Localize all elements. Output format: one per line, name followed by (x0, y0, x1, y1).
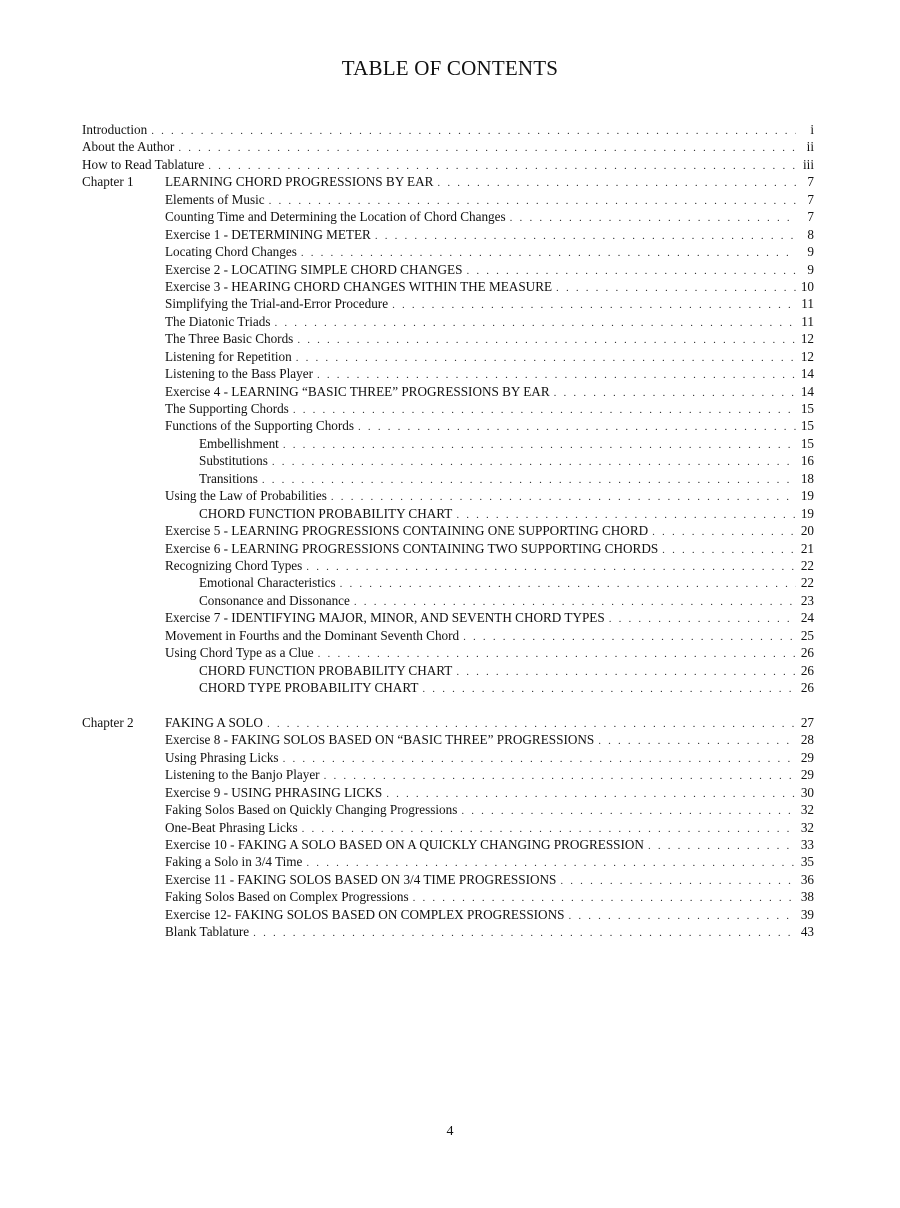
toc-entry (82, 243, 814, 260)
toc-leader-dots (296, 350, 796, 367)
toc-entry-title: Embellishment (199, 435, 279, 451)
toc-entry (82, 505, 814, 522)
toc-leader-dots (598, 733, 796, 750)
toc-page-number: 12 (800, 348, 814, 364)
toc-entry-title: Blank Tablature (165, 924, 250, 940)
toc-leader-dots (253, 925, 796, 942)
toc-entry-title: Exercise 9 - USING PHRASING LICKS (165, 784, 383, 800)
toc-entry-title: Counting Time and Determining the Location of Chord Changes (165, 209, 506, 225)
toc-entry-title: Listening to the Bass Player (165, 366, 313, 382)
toc-entry (82, 766, 814, 783)
toc-entry (82, 278, 814, 295)
toc-entry (82, 609, 814, 626)
toc-leader-dots (556, 280, 796, 297)
toc-page-number: 11 (801, 313, 814, 329)
toc-entry-title: Exercise 1 - DETERMINING METER (165, 226, 371, 242)
toc-entry (82, 383, 814, 400)
toc-entry-title: Listening to the Banjo Player (165, 767, 320, 783)
toc-page-number: 43 (800, 924, 814, 940)
toc-entry (82, 644, 814, 661)
toc-entry (82, 452, 814, 469)
toc-leader-dots (648, 838, 796, 855)
toc-entry (82, 365, 814, 382)
toc-entry-title: Exercise 11 - FAKING SOLOS BASED ON 3/4 TIME PROGRESSIONS (165, 871, 557, 887)
toc-entry-title: Exercise 6 - LEARNING PROGRESSIONS CONTAINING TWO SUPPORTING CHORDS (165, 540, 659, 556)
toc-page-number: 32 (800, 819, 814, 835)
toc-entry-title: Emotional Characteristics (199, 575, 336, 591)
toc-page-number: 7 (807, 174, 814, 190)
toc-page-number: 29 (800, 767, 814, 783)
toc-page-number: 25 (800, 627, 814, 643)
toc-entry-title: Exercise 8 - FAKING SOLOS BASED ON “BASIC THREE” PROGRESSIONS (165, 732, 595, 748)
toc-entry (82, 417, 814, 434)
toc-entry (82, 871, 814, 888)
toc-page-number: 21 (800, 540, 814, 556)
toc-leader-dots (609, 611, 796, 628)
toc-entry-title: One-Beat Phrasing Licks (165, 819, 298, 835)
toc-leader-dots (662, 542, 796, 559)
toc-entry (82, 662, 814, 679)
toc-page-number: 15 (800, 401, 814, 416)
toc-page-number: 16 (800, 453, 814, 469)
toc-entry (82, 522, 814, 539)
toc-entry (82, 208, 814, 225)
toc-entry-title: The Three Basic Chords (165, 331, 294, 347)
toc-leader-dots (178, 140, 796, 157)
toc-entry-title: Faking Solos Based on Complex Progressions (165, 889, 409, 905)
toc-page-number: 29 (800, 749, 814, 765)
toc-entry-title: The Diatonic Triads (165, 313, 271, 329)
toc-page-number: 12 (800, 331, 814, 347)
page-title: TABLE OF CONTENTS (341, 56, 559, 80)
toc-entry-title: Elements of Music (165, 191, 265, 207)
toc-leader-dots (324, 768, 796, 785)
toc-entry (82, 836, 814, 853)
toc-entry-title: Transitions (199, 470, 258, 486)
toc-entry-title: About the Author (82, 139, 175, 155)
toc-entry (82, 731, 814, 748)
toc-entry-title: Using Phrasing Licks (165, 749, 279, 765)
toc-entry (82, 191, 814, 208)
toc-chapter-label: Chapter 2 (82, 714, 134, 730)
toc-page-number: 7 (807, 209, 814, 225)
toc-entry-title: Exercise 2 - LOCATING SIMPLE CHORD CHANGES (165, 261, 463, 277)
toc-page-number: 33 (800, 836, 814, 852)
toc-leader-dots (275, 315, 797, 332)
toc-entry (82, 853, 814, 870)
toc-entry-title: Exercise 5 - LEARNING PROGRESSIONS CONTAINING ONE SUPPORTING CHORD (165, 523, 649, 539)
toc-entry (82, 295, 814, 312)
toc-entry (82, 714, 814, 731)
toc-entry-title: Movement in Fourths and the Dominant Seventh Chord (165, 627, 460, 643)
toc-leader-dots (262, 472, 796, 489)
toc-entry (82, 888, 814, 905)
toc-entry-title: Introduction (82, 122, 148, 137)
page-number: 4 (446, 1124, 454, 1139)
toc-entry (82, 557, 814, 574)
toc-entry-title: Recognizing Chord Types (165, 557, 303, 573)
toc-entry-title: Locating Chord Changes (165, 244, 297, 260)
toc-entry (82, 313, 814, 330)
toc-page-number: 22 (800, 575, 814, 591)
toc-entry (82, 540, 814, 557)
toc-entry-title: FAKING A SOLO (165, 714, 263, 730)
toc-entry (82, 592, 814, 609)
toc-page-number: 15 (800, 435, 814, 451)
toc-leader-dots (652, 524, 796, 541)
toc-page-number: 14 (800, 383, 814, 399)
toc-page-number: ii (806, 139, 814, 155)
toc-entry (82, 348, 814, 365)
toc-entry (82, 470, 814, 487)
toc-entry (82, 400, 814, 417)
toc-page-number: 15 (800, 418, 814, 434)
toc-page-number: 28 (800, 732, 814, 748)
toc-entry (82, 173, 814, 190)
table-of-contents (82, 121, 814, 941)
toc-page-number: 27 (800, 714, 814, 730)
toc-entry-title: How to Read Tablature (82, 156, 205, 172)
toc-chapter-label: Chapter 1 (82, 174, 134, 190)
toc-entry (82, 819, 814, 836)
toc-leader-dots (510, 210, 796, 227)
toc-page-number: 19 (800, 488, 814, 504)
toc-entry-title: Exercise 7 - IDENTIFYING MAJOR, MINOR, AND SEVENTH CHORD TYPES (165, 610, 605, 626)
toc-entry-title: Consonance and Dissonance (199, 592, 350, 608)
toc-entry (82, 784, 814, 801)
toc-entry-title: Faking a Solo in 3/4 Time (165, 854, 303, 870)
toc-leader-dots (461, 803, 796, 820)
toc-page-number: 10 (800, 278, 814, 294)
toc-entry-title: Using the Law of Probabilities (165, 488, 327, 504)
toc-entry (82, 156, 814, 173)
toc-leader-dots (463, 629, 796, 646)
toc-page-number: 30 (800, 784, 814, 800)
toc-page-number: 7 (807, 191, 814, 207)
toc-entry (82, 749, 814, 766)
toc-entry-title: CHORD FUNCTION PROBABILITY CHART (199, 662, 453, 678)
toc-page-number: i (810, 122, 814, 137)
toc-entry-title: Functions of the Supporting Chords (165, 418, 355, 434)
toc-leader-dots (283, 751, 796, 768)
toc-leader-dots (340, 576, 796, 593)
toc-entry (82, 801, 814, 818)
toc-page-number: 26 (800, 680, 814, 695)
toc-page-number: 14 (800, 366, 814, 382)
toc-entry-title: The Supporting Chords (165, 401, 289, 416)
toc-leader-dots (568, 908, 796, 925)
toc-leader-dots (283, 437, 796, 454)
toc-page-number: 23 (800, 592, 814, 608)
toc-leader-dots (392, 297, 796, 314)
toc-page-number: 18 (800, 470, 814, 486)
toc-entry (82, 574, 814, 591)
toc-leader-dots (554, 385, 796, 402)
toc-leader-dots (422, 681, 796, 698)
toc-leader-dots (297, 332, 796, 349)
toc-page-number: 22 (800, 557, 814, 573)
toc-page-number: 24 (800, 610, 814, 626)
toc-leader-dots (358, 419, 796, 436)
toc-leader-dots (306, 559, 796, 576)
toc-leader-dots (456, 664, 796, 681)
toc-entry-title: CHORD TYPE PROBABILITY CHART (199, 680, 419, 695)
toc-leader-dots (293, 402, 796, 419)
toc-entry-title: LEARNING CHORD PROGRESSIONS BY EAR (165, 174, 434, 190)
toc-page-number: iii (803, 156, 814, 172)
toc-entry (82, 261, 814, 278)
toc-leader-dots (272, 454, 796, 471)
toc-entry-title: Exercise 12- FAKING SOLOS BASED ON COMPLEX PROGRESSIONS (165, 906, 565, 922)
toc-entry (82, 679, 814, 696)
toc-entry-title: Exercise 4 - LEARNING “BASIC THREE” PROGRESSIONS BY EAR (165, 383, 550, 399)
toc-leader-dots (437, 175, 796, 192)
toc-page-number: 26 (800, 645, 814, 661)
toc-entry (82, 121, 814, 138)
toc-entry-title: CHORD FUNCTION PROBABILITY CHART (199, 505, 453, 521)
toc-entry (82, 226, 814, 243)
toc-entry-title: Simplifying the Trial-and-Error Procedure (165, 296, 389, 312)
toc-entry (82, 487, 814, 504)
toc-entry (82, 627, 814, 644)
toc-leader-dots (560, 873, 796, 890)
toc-entry-title: Faking Solos Based on Quickly Changing Progressions (165, 802, 458, 818)
toc-leader-dots (151, 123, 796, 140)
toc-page-number: 35 (800, 854, 814, 870)
toc-entry-title: Listening for Repetition (165, 348, 292, 364)
toc-page-number: 26 (800, 662, 814, 678)
toc-page-number: 32 (800, 802, 814, 818)
toc-page-number: 11 (801, 296, 814, 312)
toc-entry (82, 435, 814, 452)
toc-entry-title: Using Chord Type as a Clue (165, 645, 314, 661)
toc-page-number: 9 (807, 261, 814, 277)
toc-page-number: 9 (807, 244, 814, 260)
toc-page-number: 8 (807, 226, 814, 242)
toc-page-number: 36 (800, 871, 814, 887)
toc-leader-dots (375, 228, 796, 245)
toc-entry (82, 923, 814, 940)
toc-page-number: 38 (800, 889, 814, 905)
toc-page-number: 39 (800, 906, 814, 922)
toc-entry (82, 138, 814, 155)
toc-entry-title: Exercise 3 - HEARING CHORD CHANGES WITHIN THE MEASURE (165, 278, 553, 294)
toc-page-number: 20 (800, 523, 814, 539)
toc-entry-title: Exercise 10 - FAKING A SOLO BASED ON A QUICKLY CHANGING PROGRESSION (165, 836, 644, 852)
toc-entry (82, 906, 814, 923)
toc-entry (82, 330, 814, 347)
toc-entry-title: Substitutions (199, 453, 268, 469)
toc-page-number: 19 (800, 505, 814, 521)
